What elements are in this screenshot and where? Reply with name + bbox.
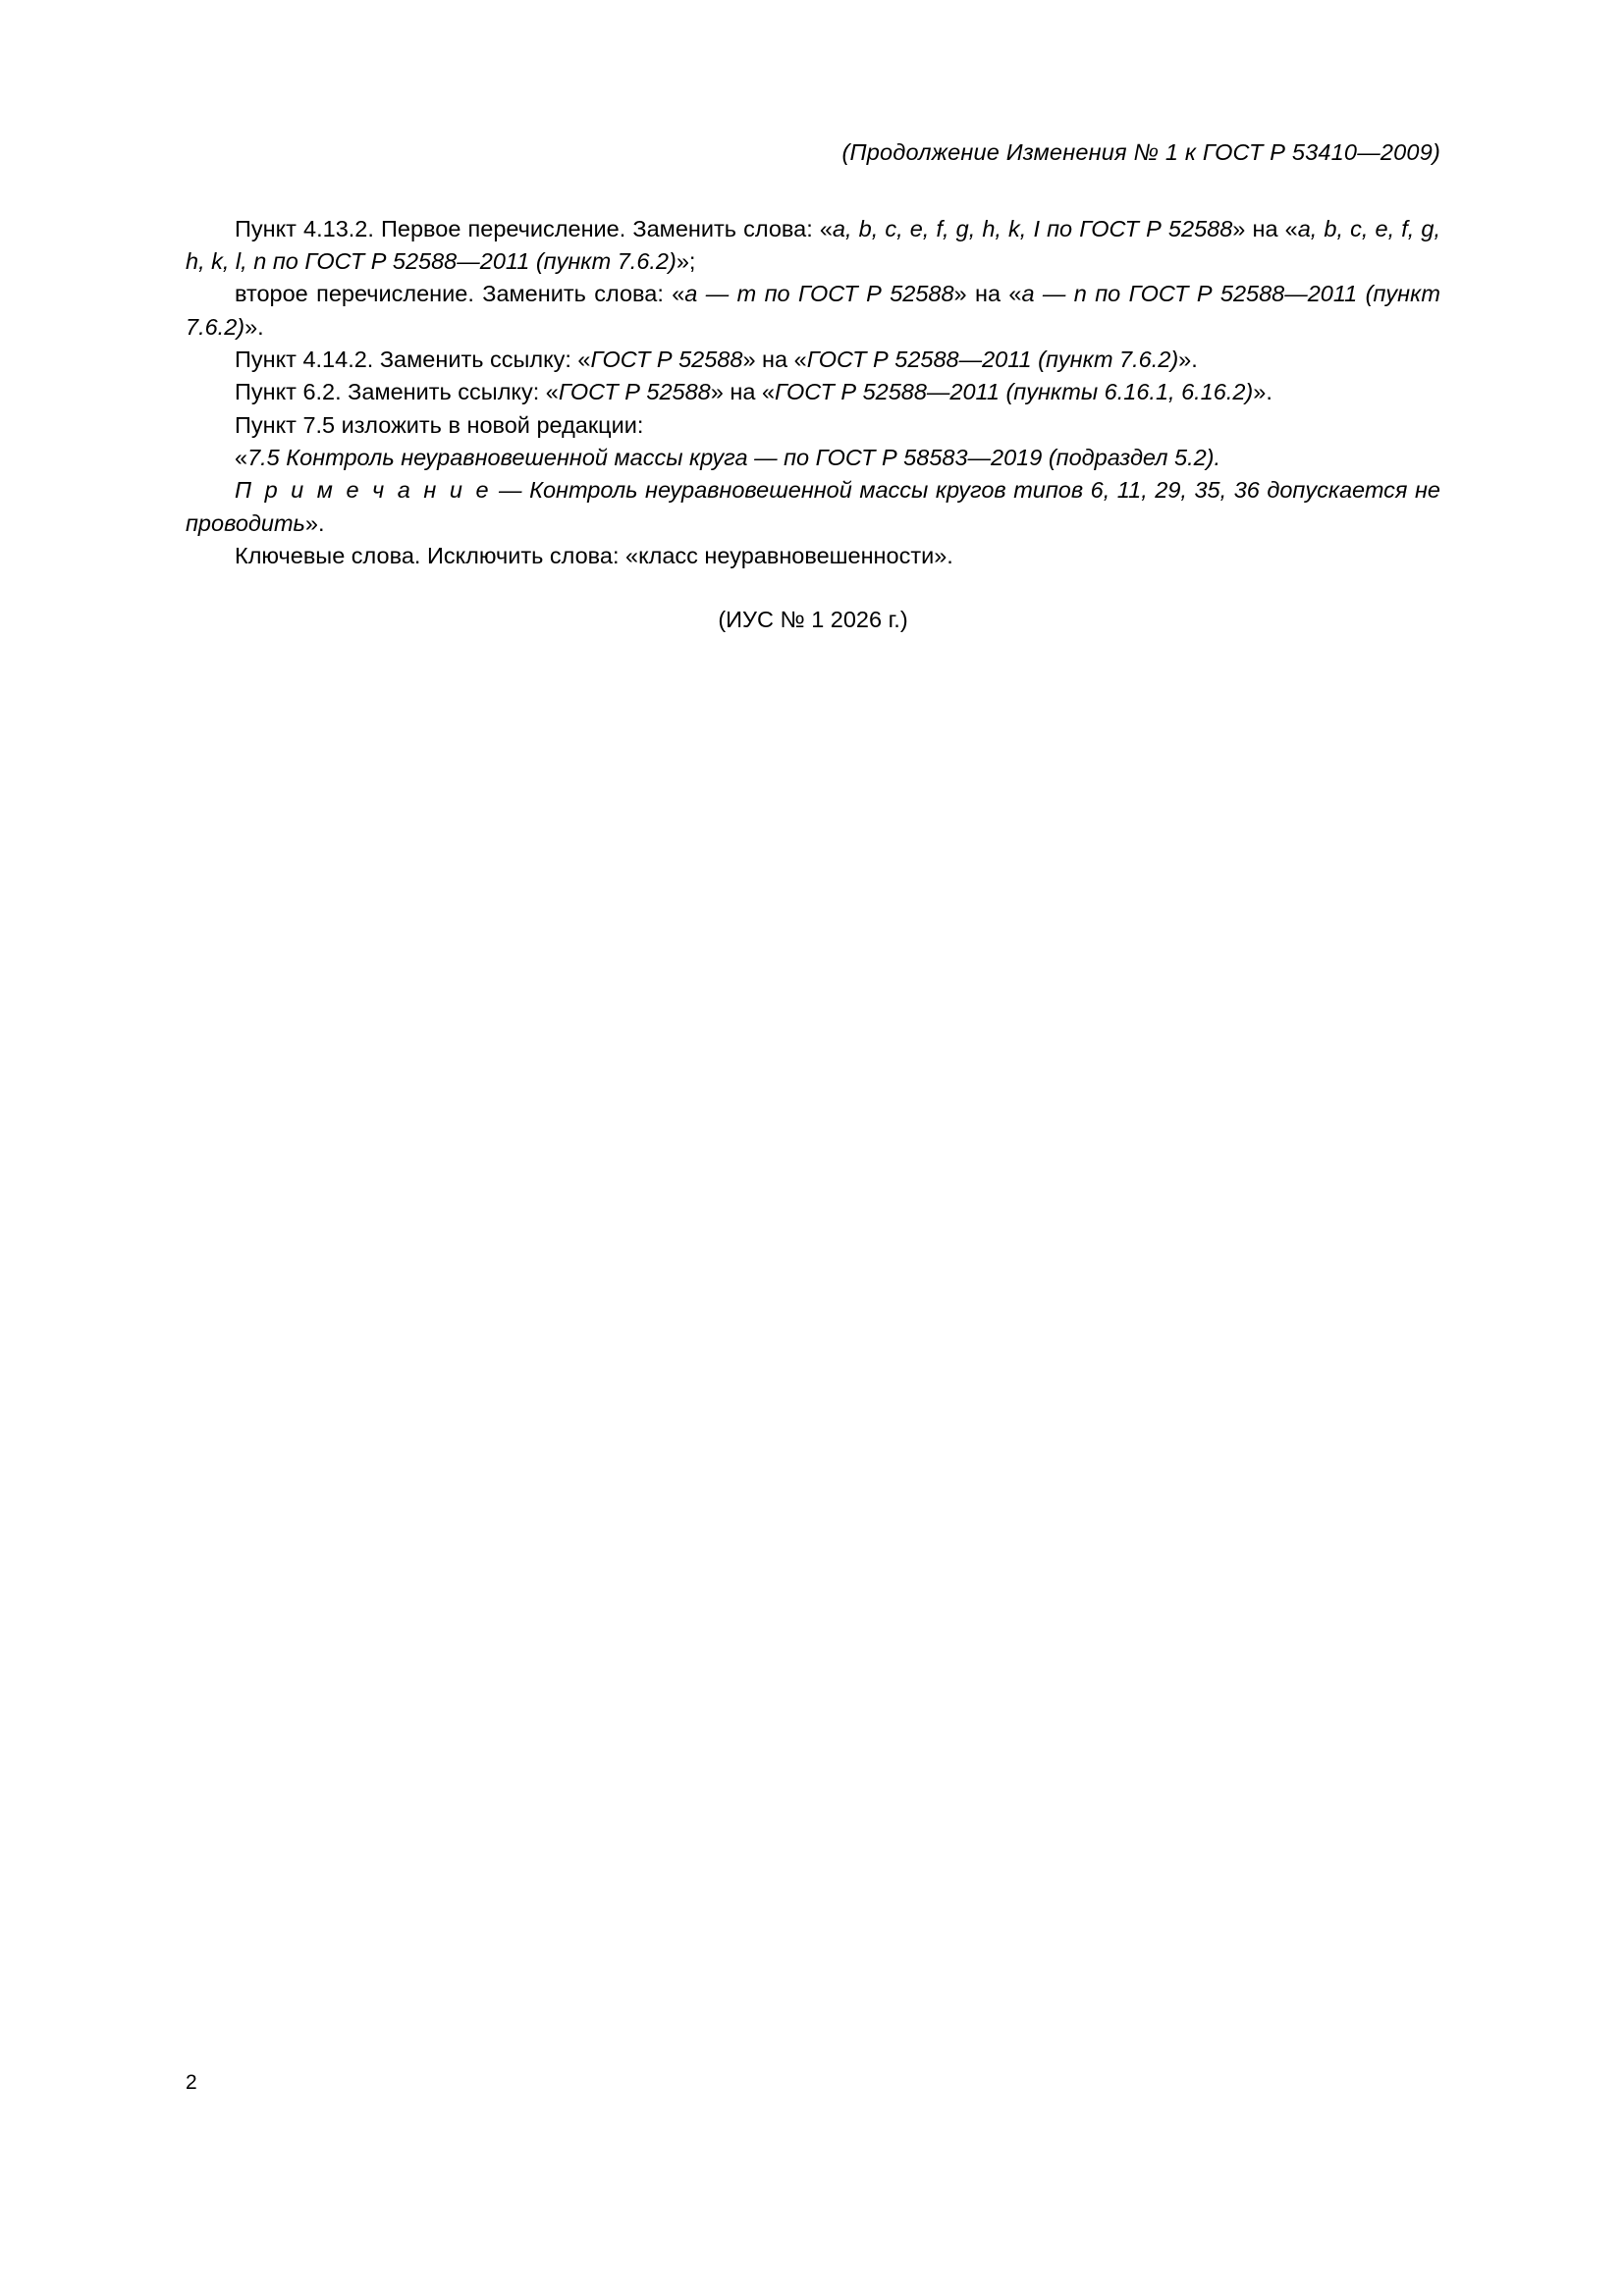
text-run-italic: a — m по ГОСТ Р 52588 [684, 281, 954, 307]
note-tail: ». [304, 509, 325, 536]
document-header: (Продолжение Изменения № 1 к ГОСТ Р 53410—2009) [841, 139, 1440, 165]
text-run: Пункт 4.13.2. Первое перечисление. Заменить слова: « [235, 215, 833, 241]
page-number: 2 [186, 2071, 197, 2094]
text-run: Пункт 7.5 изложить в новой редакции: [235, 411, 644, 438]
text-run: ». [1253, 379, 1272, 405]
text-run: »; [676, 247, 696, 274]
text-run: » на « [1232, 215, 1298, 241]
text-run-italic: a — n по ГОСТ Р 52588—2011 (пункт 7.6.2) [186, 281, 1441, 340]
paragraph-7-5-intro [186, 409, 1440, 442]
paragraph-6-2 [186, 376, 1440, 408]
text-run-italic: a, b, c, e, f, g, h, k, l, n по ГОСТ Р 52588—2011 (пункт 7.6.2) [186, 215, 1441, 274]
text-run: ». [244, 313, 264, 340]
note-text: Контроль неуравновешенной массы кругов типов 6, 11, 29, 35, 36 допускается не проводить [186, 477, 1440, 536]
text-run-italic: ГОСТ Р 52588 [558, 379, 711, 405]
text-run-italic: ГОСТ Р 52588 [590, 346, 743, 372]
paragraph-4-14-2 [186, 344, 1440, 376]
note-label: П р и м е ч а н и е [235, 477, 492, 504]
paragraph-second-enumeration [186, 278, 1440, 344]
paragraph-4-13-2 [186, 213, 1440, 279]
text-run: » на « [742, 346, 807, 372]
paragraph-7-5-body [186, 442, 1440, 474]
text-run: Пункт 6.2. Заменить ссылку: « [235, 379, 559, 405]
text-run: второе перечисление. Заменить слова: « [235, 281, 685, 307]
document-content [186, 137, 1440, 633]
text-run: Ключевые слова. Исключить слова: «класс неуравновешенности». [235, 543, 953, 569]
text-run-italic: ГОСТ Р 52588—2011 (пункты 6.16.1, 6.16.2) [775, 379, 1254, 405]
text-run: ». [1178, 346, 1198, 372]
text-run-italic: ГОСТ Р 52588—2011 (пункт 7.6.2) [806, 346, 1179, 372]
paragraph-keywords [186, 540, 1440, 572]
text-run: « [235, 445, 248, 471]
text-run-italic: a, b, c, e, f, g, h, k, I по ГОСТ Р 52588 [832, 215, 1233, 241]
footer-issue-note: (ИУС № 1 2026 г.) [718, 606, 908, 632]
text-run: Пункт 4.14.2. Заменить ссылку: « [235, 346, 591, 372]
text-run-italic: 7.5 Контроль неуравновешенной массы круга — по ГОСТ Р 58583—2019 (подраздел 5.2). [247, 445, 1221, 471]
note-dash: — [491, 477, 530, 504]
text-run: » на « [953, 281, 1022, 307]
text-run: » на « [710, 379, 776, 405]
paragraph-note [186, 474, 1440, 540]
